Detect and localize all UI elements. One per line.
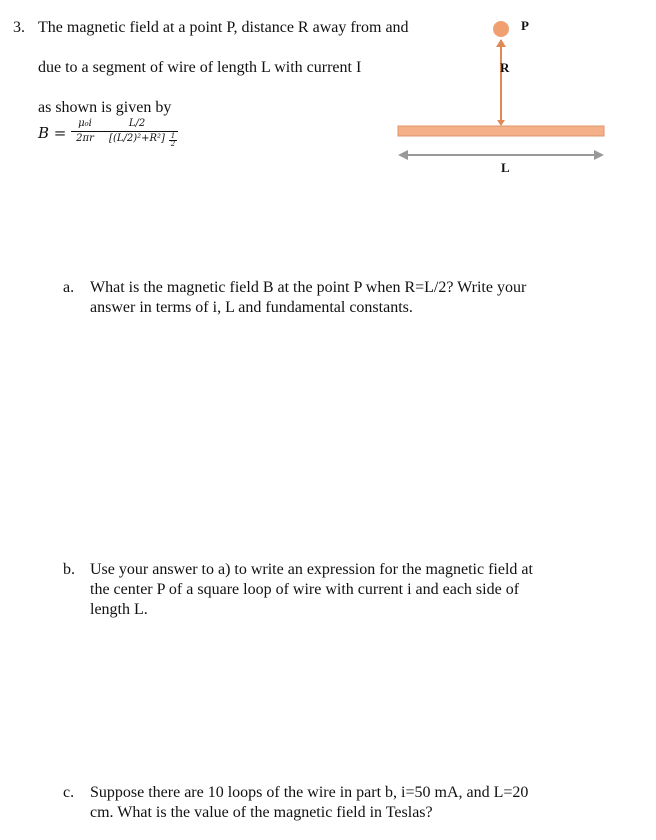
formula-frac1-denominator: 2πr bbox=[76, 133, 94, 144]
question-intro-line-2: due to a segment of wire of length L with current I bbox=[38, 59, 362, 76]
formula-lhs: B = bbox=[38, 124, 67, 142]
length-l-arrowhead-right bbox=[594, 150, 604, 160]
formula-exponent-numerator: 1 bbox=[170, 132, 176, 140]
point-p-label: P bbox=[521, 18, 529, 33]
distance-r-label: R bbox=[500, 60, 510, 75]
part-c-line-2: cm. What is the value of the magnetic field in Teslas? bbox=[90, 804, 433, 821]
formula-frac2-numerator: L/2 bbox=[128, 118, 146, 129]
length-l-arrowhead-left bbox=[398, 150, 408, 160]
part-c-letter: c. bbox=[63, 784, 75, 801]
length-l-label: L bbox=[501, 160, 510, 175]
part-b-line-1: Use your answer to a) to write an expression for the magnetic field at bbox=[90, 561, 533, 578]
question-number: 3. bbox=[13, 19, 25, 36]
part-b-line-2: the center P of a square loop of wire with current i and each side of bbox=[90, 581, 520, 598]
formula-frac2-denominator: [(L/2)²+R²] bbox=[109, 133, 165, 144]
formula-fraction-1 bbox=[71, 118, 99, 145]
point-p-dot bbox=[493, 21, 509, 37]
formula-exponent bbox=[169, 133, 177, 148]
formula-frac1-numerator: μ₀i bbox=[78, 118, 92, 129]
part-a-letter: a. bbox=[63, 279, 75, 296]
magnetic-field-formula bbox=[38, 118, 198, 162]
formula-exponent-denominator: 2 bbox=[170, 140, 176, 148]
formula-frac1-bar bbox=[71, 131, 99, 132]
formula-frac2-bar bbox=[96, 131, 178, 132]
distance-r-arrowhead-up bbox=[496, 39, 506, 47]
question-intro-line-1: The magnetic field at a point P, distance R away from and bbox=[38, 19, 409, 36]
part-b-line-3: length L. bbox=[90, 601, 148, 618]
distance-r-arrowhead-down bbox=[497, 120, 505, 126]
question-intro-line-3: as shown is given by bbox=[38, 99, 172, 116]
formula-fraction-2 bbox=[96, 118, 178, 145]
wire-segment bbox=[398, 126, 604, 136]
part-c-line-1: Suppose there are 10 loops of the wire in part b, i=50 mA, and L=20 bbox=[90, 784, 529, 801]
part-a-line-1: What is the magnetic field B at the point P when R=L/2? Write your bbox=[90, 279, 527, 296]
wire-segment-diagram bbox=[390, 10, 620, 180]
part-b-letter: b. bbox=[63, 561, 75, 578]
part-a-line-2: answer in terms of i, L and fundamental constants. bbox=[90, 299, 413, 316]
